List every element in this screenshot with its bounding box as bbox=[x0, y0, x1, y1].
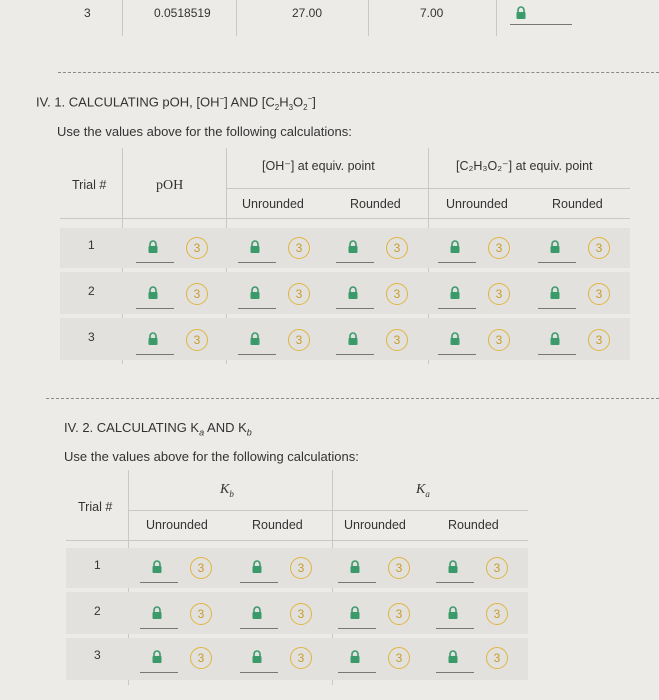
points-badge: 3 bbox=[288, 329, 310, 351]
section1-title: IV. 1. CALCULATING pOH, [OH−] AND $[C_2H_3O_2^-]$ bbox=[36, 94, 316, 112]
points-badge: 3 bbox=[388, 603, 410, 625]
points-badge: 3 bbox=[486, 557, 508, 579]
points-badge: 3 bbox=[288, 237, 310, 259]
trial-number: 2 bbox=[88, 284, 95, 298]
kb-rounded-answer-field[interactable] bbox=[240, 628, 278, 629]
subhdr-rounded: Rounded bbox=[350, 197, 401, 211]
points-badge: 3 bbox=[386, 283, 408, 305]
lock-icon bbox=[348, 650, 362, 664]
subhdr-unrounded: Unrounded bbox=[344, 518, 406, 532]
points-badge: 3 bbox=[190, 557, 212, 579]
lock-icon bbox=[448, 286, 462, 300]
acetate-unrounded-answer-field[interactable] bbox=[438, 308, 476, 309]
acetate-rounded-answer-field[interactable] bbox=[538, 308, 576, 309]
lock-icon bbox=[348, 560, 362, 574]
lock-icon bbox=[248, 332, 262, 346]
lock-icon bbox=[348, 606, 362, 620]
acetate-unrounded-answer-field[interactable] bbox=[438, 354, 476, 355]
ka-rounded-answer-field[interactable] bbox=[436, 628, 474, 629]
points-badge: 3 bbox=[288, 283, 310, 305]
section2-title: IV. 2. CALCULATING $K_a$ AND $K_b$ bbox=[64, 420, 252, 438]
lock-icon bbox=[250, 560, 264, 574]
lock-icon bbox=[346, 332, 360, 346]
subhdr-unrounded: Unrounded bbox=[446, 197, 508, 211]
points-badge: 3 bbox=[386, 329, 408, 351]
points-badge: 3 bbox=[388, 647, 410, 669]
top-value-ph: 7.00 bbox=[420, 6, 444, 20]
lock-icon bbox=[346, 286, 360, 300]
section1-instructions: Use the values above for the following calculations: bbox=[57, 124, 352, 139]
col-poh-header: pOH bbox=[156, 178, 184, 193]
kb-rounded-answer-field[interactable] bbox=[240, 672, 278, 673]
acetate-unrounded-answer-field[interactable] bbox=[438, 262, 476, 263]
lock-icon bbox=[346, 240, 360, 254]
lock-icon bbox=[150, 560, 164, 574]
top-value-volume: 27.00 bbox=[292, 6, 323, 20]
points-badge: 3 bbox=[588, 283, 610, 305]
lock-icon bbox=[146, 286, 160, 300]
trial-number: 3 bbox=[88, 330, 95, 344]
col-oh-header: [OH⁻] at equiv. point bbox=[262, 159, 375, 173]
points-badge: 3 bbox=[290, 603, 312, 625]
lock-icon bbox=[446, 606, 460, 620]
poh-answer-field[interactable] bbox=[136, 308, 174, 309]
ka-rounded-answer-field[interactable] bbox=[436, 582, 474, 583]
ka-unrounded-answer-field[interactable] bbox=[338, 672, 376, 673]
oh-unrounded-answer-field[interactable] bbox=[238, 262, 276, 263]
points-badge: 3 bbox=[488, 329, 510, 351]
kb-rounded-answer-field[interactable] bbox=[240, 582, 278, 583]
col-acetate-header: [C₂H₃O₂⁻] at equiv. point bbox=[456, 159, 593, 173]
points-badge: 3 bbox=[588, 329, 610, 351]
kb-unrounded-answer-field[interactable] bbox=[140, 672, 178, 673]
lock-icon bbox=[548, 332, 562, 346]
ka-rounded-answer-field[interactable] bbox=[436, 672, 474, 673]
lock-icon bbox=[146, 332, 160, 346]
trial-number: 3 bbox=[94, 648, 101, 662]
lock-icon bbox=[448, 240, 462, 254]
subhdr-rounded: Rounded bbox=[252, 518, 303, 532]
col-trial-header: Trial # bbox=[78, 500, 113, 514]
points-badge: 3 bbox=[290, 647, 312, 669]
col-kb-header: $K_b$ bbox=[220, 482, 234, 499]
lock-icon bbox=[150, 606, 164, 620]
section-divider bbox=[46, 398, 659, 399]
subhdr-rounded: Rounded bbox=[552, 197, 603, 211]
lock-icon bbox=[448, 332, 462, 346]
points-badge: 3 bbox=[486, 603, 508, 625]
oh-rounded-answer-field[interactable] bbox=[336, 354, 374, 355]
kb-unrounded-answer-field[interactable] bbox=[140, 628, 178, 629]
points-badge: 3 bbox=[588, 237, 610, 259]
acetate-rounded-answer-field[interactable] bbox=[538, 354, 576, 355]
points-badge: 3 bbox=[386, 237, 408, 259]
kb-unrounded-answer-field[interactable] bbox=[140, 582, 178, 583]
subhdr-unrounded: Unrounded bbox=[242, 197, 304, 211]
points-badge: 3 bbox=[388, 557, 410, 579]
trial-number: 2 bbox=[94, 604, 101, 618]
top-value-concentration: 0.0518519 bbox=[154, 6, 211, 20]
points-badge: 3 bbox=[186, 283, 208, 305]
ka-unrounded-answer-field[interactable] bbox=[338, 582, 376, 583]
points-badge: 3 bbox=[190, 603, 212, 625]
points-badge: 3 bbox=[186, 329, 208, 351]
top-trial-number: 3 bbox=[84, 6, 91, 20]
points-badge: 3 bbox=[486, 647, 508, 669]
col-ka-header: $K_a$ bbox=[416, 482, 430, 499]
ka-unrounded-answer-field[interactable] bbox=[338, 628, 376, 629]
points-badge: 3 bbox=[488, 283, 510, 305]
trial-number: 1 bbox=[88, 238, 95, 252]
points-badge: 3 bbox=[488, 237, 510, 259]
points-badge: 3 bbox=[190, 647, 212, 669]
section2-instructions: Use the values above for the following calculations: bbox=[64, 449, 359, 464]
lock-icon bbox=[248, 286, 262, 300]
section-divider bbox=[58, 72, 659, 73]
oh-unrounded-answer-field[interactable] bbox=[238, 354, 276, 355]
lock-icon bbox=[146, 240, 160, 254]
subhdr-unrounded: Unrounded bbox=[146, 518, 208, 532]
oh-rounded-answer-field[interactable] bbox=[336, 308, 374, 309]
lock-icon bbox=[548, 240, 562, 254]
lock-icon bbox=[548, 286, 562, 300]
lock-icon bbox=[514, 6, 528, 20]
trial-number: 1 bbox=[94, 558, 101, 572]
points-badge: 3 bbox=[290, 557, 312, 579]
oh-unrounded-answer-field[interactable] bbox=[238, 308, 276, 309]
lock-icon bbox=[150, 650, 164, 664]
oh-rounded-answer-field[interactable] bbox=[336, 262, 374, 263]
lock-icon bbox=[250, 606, 264, 620]
col-trial-header: Trial # bbox=[72, 178, 107, 192]
poh-answer-field[interactable] bbox=[136, 262, 174, 263]
acetate-rounded-answer-field[interactable] bbox=[538, 262, 576, 263]
subhdr-rounded: Rounded bbox=[448, 518, 499, 532]
lock-icon bbox=[250, 650, 264, 664]
poh-answer-field[interactable] bbox=[136, 354, 174, 355]
points-badge: 3 bbox=[186, 237, 208, 259]
lock-icon bbox=[446, 650, 460, 664]
lock-icon bbox=[446, 560, 460, 574]
lock-icon bbox=[248, 240, 262, 254]
